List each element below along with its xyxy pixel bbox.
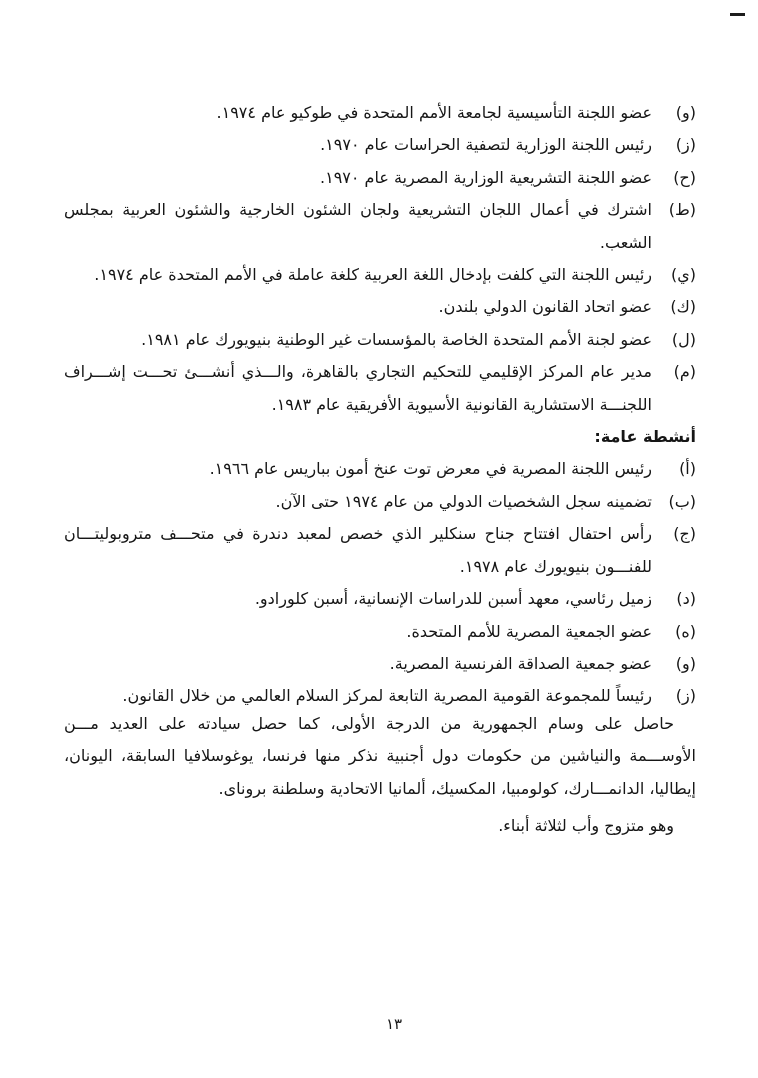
memberships-list (64, 97, 696, 421)
activities-list (64, 453, 696, 712)
family-status-paragraph: وهو متزوج وأب لثلاثة أبناء. (498, 815, 674, 835)
list-item-text: عضو اللجنة التشريعية الوزارية المصرية عام ١٩٧٠. (320, 167, 652, 187)
section-heading: أنشطة عامة: (594, 427, 696, 447)
list-item-marker: (ز) (675, 135, 696, 155)
list-item-text: تضمينه سجل الشخصيات الدولي من عام ١٩٧٤ حتى الآن. (275, 491, 652, 511)
list-item (64, 648, 696, 680)
list-item-marker: (و) (675, 653, 696, 673)
list-item-marker: (ي) (670, 265, 696, 285)
list-item (64, 583, 696, 615)
list-item (64, 518, 696, 583)
list-item (64, 486, 696, 518)
list-item-text: عضو اللجنة التأسيسية لجامعة الأمم المتحدة في طوكيو عام ١٩٧٤. (216, 103, 652, 122)
list-item-text: مدير عام المركز الإقليمي للتحكيم التجاري بالقاهرة، والـــذي أنشـــئ تحـــت إشـــراف اللجنـــة الاستشارية القانونية الأسيوية الأفريقية عام ١٩٨٣. (64, 362, 652, 414)
list-item-marker: (ط) (668, 200, 696, 220)
list-item-marker: (ج) (673, 524, 696, 544)
list-item (64, 129, 696, 161)
honors-paragraph: حاصل على وسام الجمهورية من الدرجة الأولى، كما حصل سيادته على العديد مـــن الأوســـمة والنياشين من حكومات دول أجنبية نذكر منها فرنسا، يوغوسلافيا السابقة، اليونان، إيطاليا، الدانمـــارك، كولومبيا، المكسيك، ألمانيا الاتحادية وسلطنة بروناى. (64, 713, 696, 798)
list-item (64, 453, 696, 485)
list-item (64, 356, 696, 421)
page-number: ١٣ (385, 1015, 403, 1033)
list-item (64, 97, 696, 129)
list-item-text: عضو الجمعية المصرية للأمم المتحدة. (406, 621, 652, 641)
list-item-marker: (ك) (670, 297, 696, 317)
list-item-marker: (م) (673, 362, 696, 382)
list-item (64, 291, 696, 323)
list-item (64, 162, 696, 194)
list-item (64, 324, 696, 356)
list-item (64, 259, 696, 291)
corner-dash-mark (730, 13, 745, 16)
list-item-marker: (ل) (671, 329, 696, 349)
list-item-text: رئيس اللجنة التي كلفت بإدخال اللغة العربية كلغة عاملة في الأمم المتحدة عام ١٩٧٤. (94, 265, 652, 285)
list-item-text: رئيس اللجنة المصرية في معرض توت عنخ أمون بباريس عام ١٩٦٦. (209, 459, 652, 479)
list-item-text: عضو لجنة الأمم المتحدة الخاصة بالمؤسسات غير الوطنية بنيويورك عام ١٩٨١. (141, 329, 652, 349)
list-item-marker: (و) (675, 103, 696, 122)
list-item-marker: (ه) (675, 621, 696, 641)
list-item-marker: (أ) (679, 459, 696, 479)
list-item-text: رئيساً للمجموعة القومية المصرية التابعة لمركز السلام العالمي من خلال القانون. (122, 686, 652, 706)
list-item (64, 616, 696, 648)
list-item-text: عضو اتحاد القانون الدولي بلندن. (438, 297, 652, 317)
document-content (64, 97, 696, 842)
list-item-text: رئيس اللجنة الوزارية لتصفية الحراسات عام ١٩٧٠. (320, 135, 652, 155)
list-item-marker: (ز) (675, 686, 696, 706)
list-item-text: اشترك في أعمال اللجان التشريعية ولجان الشئون الخارجية والشئون العربية بمجلس الشعب. (64, 200, 652, 252)
list-item-marker: (د) (676, 589, 696, 609)
list-item-text: رأس احتفال افتتاح جناح سنكلير الذي خصص لمعبد دندرة في متحـــف متروبوليتـــان للفنـــون بنيويورك عام ١٩٧٨. (64, 524, 652, 576)
list-item-text: عضو جمعية الصداقة الفرنسية المصرية. (389, 653, 652, 673)
list-item-marker: (ب) (668, 491, 696, 511)
list-item-text: زميل رئاسي، معهد أسبن للدراسات الإنسانية، أسبن كلورادو. (254, 589, 652, 609)
list-item (64, 194, 696, 259)
list-item-marker: (ح) (673, 167, 696, 187)
